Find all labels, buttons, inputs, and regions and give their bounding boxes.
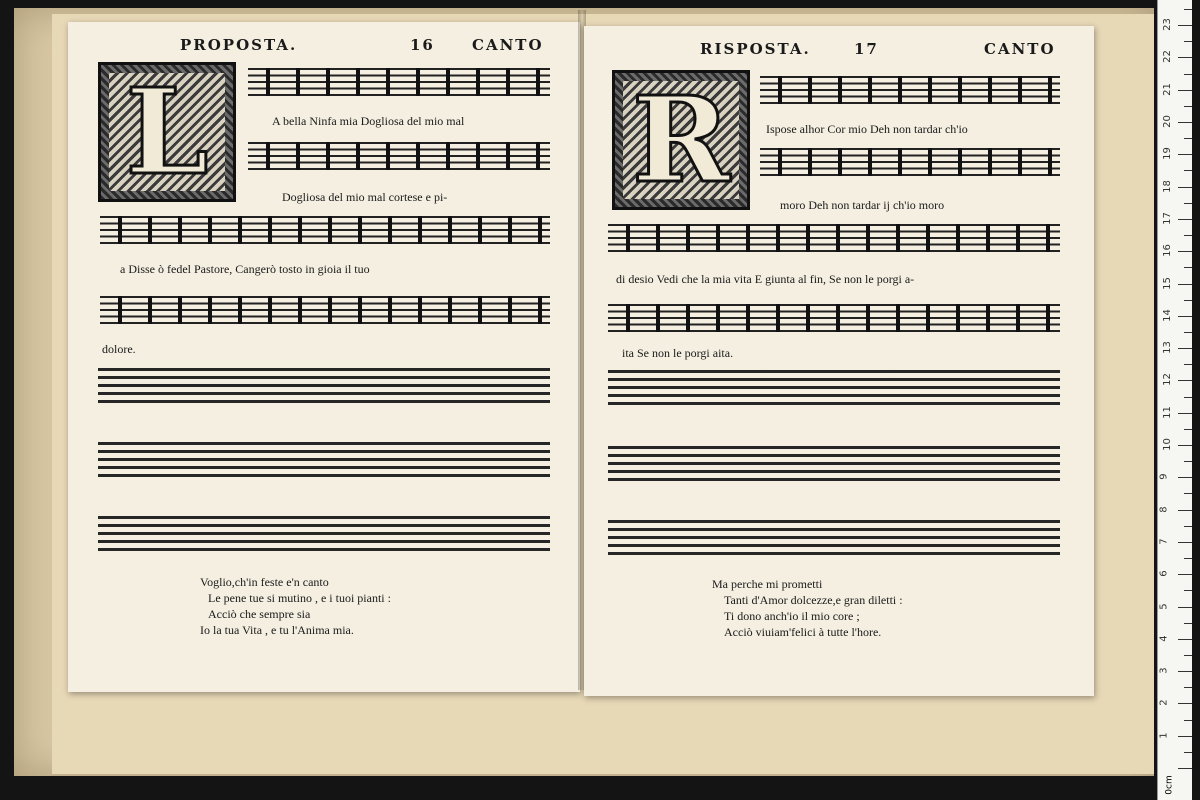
initial-letter: L <box>125 62 209 201</box>
left-page <box>68 22 580 692</box>
ruler-number: 15 <box>1161 276 1173 290</box>
ruler-tick <box>1178 703 1192 704</box>
ruler-half-tick <box>1184 558 1192 559</box>
ruler-number: 18 <box>1161 179 1173 193</box>
ruler-half-tick <box>1184 9 1192 10</box>
ruler-tick <box>1178 90 1192 91</box>
empty-staff <box>608 520 1060 556</box>
ruler-number: 21 <box>1161 82 1173 96</box>
verse-line: Io la tua Vita , e tu l'Anima mia. <box>200 623 354 637</box>
verse-line: Le pene tue si mutino , e i tuoi pianti : <box>208 591 391 605</box>
verse-line: Acciò che sempre sia <box>208 607 311 621</box>
ruler-number: 23 <box>1161 18 1173 31</box>
ruler-half-tick <box>1184 720 1192 721</box>
ruler-half-tick <box>1184 397 1192 398</box>
ruler-number: 3 <box>1158 667 1170 674</box>
lyric-line: A bella Ninfa mia Dogliosa del mio mal <box>272 114 465 128</box>
ruler-half-tick <box>1184 267 1192 268</box>
ruler-number: 11 <box>1161 405 1173 419</box>
music-staff <box>608 224 1060 252</box>
right-header-voice: CANTO <box>984 40 1056 58</box>
ruler-number: 5 <box>1158 602 1170 610</box>
ruler-half-tick <box>1184 429 1192 430</box>
verse-line: Tanti d'Amor dolcezze,e gran diletti : <box>724 593 903 607</box>
empty-staff <box>608 370 1060 406</box>
ruler-tick <box>1178 542 1192 543</box>
music-staff <box>608 304 1060 332</box>
ruler-number: 6 <box>1158 570 1170 577</box>
ruler-tick <box>1178 477 1192 478</box>
ruler-tick <box>1178 154 1192 155</box>
ruler-tick <box>1178 284 1192 285</box>
ruler-tick <box>1178 510 1192 511</box>
ruler-half-tick <box>1184 106 1192 107</box>
ruler-tick <box>1178 671 1192 672</box>
ruler-half-tick <box>1184 235 1192 236</box>
ruler-number: 17 <box>1161 212 1173 225</box>
empty-staff <box>98 516 550 552</box>
ruler-half-tick <box>1184 590 1192 591</box>
measuring-ruler <box>1157 0 1192 800</box>
ruler-number: 9 <box>1158 473 1170 480</box>
verse-line: Ma perche mi prometti <box>712 577 823 591</box>
ruler-number: 4 <box>1158 635 1170 642</box>
lyric-line: a Disse ò fedel Pastore, Cangerò tosto in gioia il tuo <box>120 262 370 276</box>
ruler-half-tick <box>1184 687 1192 688</box>
ruler-number: 12 <box>1161 373 1173 387</box>
ruler-tick <box>1178 348 1192 349</box>
lyric-line: dolore. <box>102 342 136 356</box>
ruler-number: 19 <box>1161 147 1173 161</box>
ruler-half-tick <box>1184 655 1192 656</box>
ruler-number: 16 <box>1161 244 1173 258</box>
ruler-tick <box>1178 57 1192 58</box>
music-staff <box>760 148 1060 176</box>
ruler-tick <box>1178 639 1192 640</box>
right-header-title: RISPOSTA. <box>700 40 811 58</box>
ruler-half-tick <box>1184 203 1192 204</box>
ruler-number: 7 <box>1158 538 1170 545</box>
decorated-initial-l <box>98 62 236 202</box>
ruler-number: 14 <box>1161 308 1173 322</box>
initial-letter: R <box>631 70 731 209</box>
ruler-number: 1 <box>1158 732 1170 739</box>
ruler-tick <box>1178 768 1192 769</box>
verse-line: Voglio,ch'in feste e'n canto <box>200 575 329 589</box>
right-page-number: 17 <box>854 40 879 58</box>
ruler-half-tick <box>1184 752 1192 753</box>
ruler-tick <box>1178 736 1192 737</box>
ruler-number: 13 <box>1161 341 1173 354</box>
ruler-tick <box>1178 316 1192 317</box>
ruler-tick <box>1178 251 1192 252</box>
verse-line: Acciò viuiam'felici à tutte l'hore. <box>724 625 882 639</box>
lyric-line: moro Deh non tardar ij ch'io moro <box>780 198 945 212</box>
ruler-number: 20 <box>1161 115 1173 128</box>
left-header-voice: CANTO <box>472 36 544 54</box>
lyric-line: Ispose alhor Cor mio Deh non tardar ch'io <box>766 122 968 136</box>
ruler-half-tick <box>1184 170 1192 171</box>
ruler-tick <box>1178 607 1192 608</box>
music-staff <box>100 296 550 324</box>
ruler-half-tick <box>1184 41 1192 42</box>
ruler-half-tick <box>1184 364 1192 365</box>
lyric-line: Dogliosa del mio mal cortese e pi- <box>282 190 448 204</box>
music-staff <box>100 216 550 244</box>
ruler-half-tick <box>1184 138 1192 139</box>
ruler-number: 22 <box>1161 50 1173 64</box>
ruler-tick <box>1178 413 1192 414</box>
ruler-tick <box>1178 25 1192 26</box>
empty-staff <box>98 442 550 478</box>
verse-text <box>712 576 903 640</box>
ruler-half-tick <box>1184 300 1192 301</box>
ruler-tick <box>1178 445 1192 446</box>
music-staff <box>248 68 550 96</box>
left-header-title: PROPOSTA. <box>180 36 298 54</box>
music-staff <box>248 142 550 170</box>
ruler-tick <box>1178 122 1192 123</box>
ruler-unit: 0cm <box>1164 775 1175 795</box>
ruler-tick <box>1178 380 1192 381</box>
ruler-number: 10 <box>1161 438 1173 451</box>
right-page <box>584 26 1094 696</box>
left-page-number: 16 <box>410 36 435 54</box>
ruler-half-tick <box>1184 623 1192 624</box>
ruler-half-tick <box>1184 493 1192 494</box>
ruler-number: 8 <box>1158 505 1170 513</box>
ruler-half-tick <box>1184 526 1192 527</box>
verse-text <box>200 574 391 638</box>
ruler-half-tick <box>1184 74 1192 75</box>
ruler-half-tick <box>1184 461 1192 462</box>
ruler-half-tick <box>1184 332 1192 333</box>
decorated-initial-r <box>612 70 750 210</box>
lyric-line: ita Se non le porgi aita. <box>622 346 734 360</box>
empty-staff <box>98 368 550 404</box>
lyric-line: di desio Vedi che la mia vita E giunta al fin, Se non le porgi a- <box>616 272 915 286</box>
verse-line: Ti dono anch'io il mio core ; <box>724 609 860 623</box>
ruler-number: 2 <box>1158 699 1170 707</box>
ruler-tick <box>1178 187 1192 188</box>
ruler-tick <box>1178 574 1192 575</box>
empty-staff <box>608 446 1060 482</box>
ruler-tick <box>1178 219 1192 220</box>
music-staff <box>760 76 1060 104</box>
